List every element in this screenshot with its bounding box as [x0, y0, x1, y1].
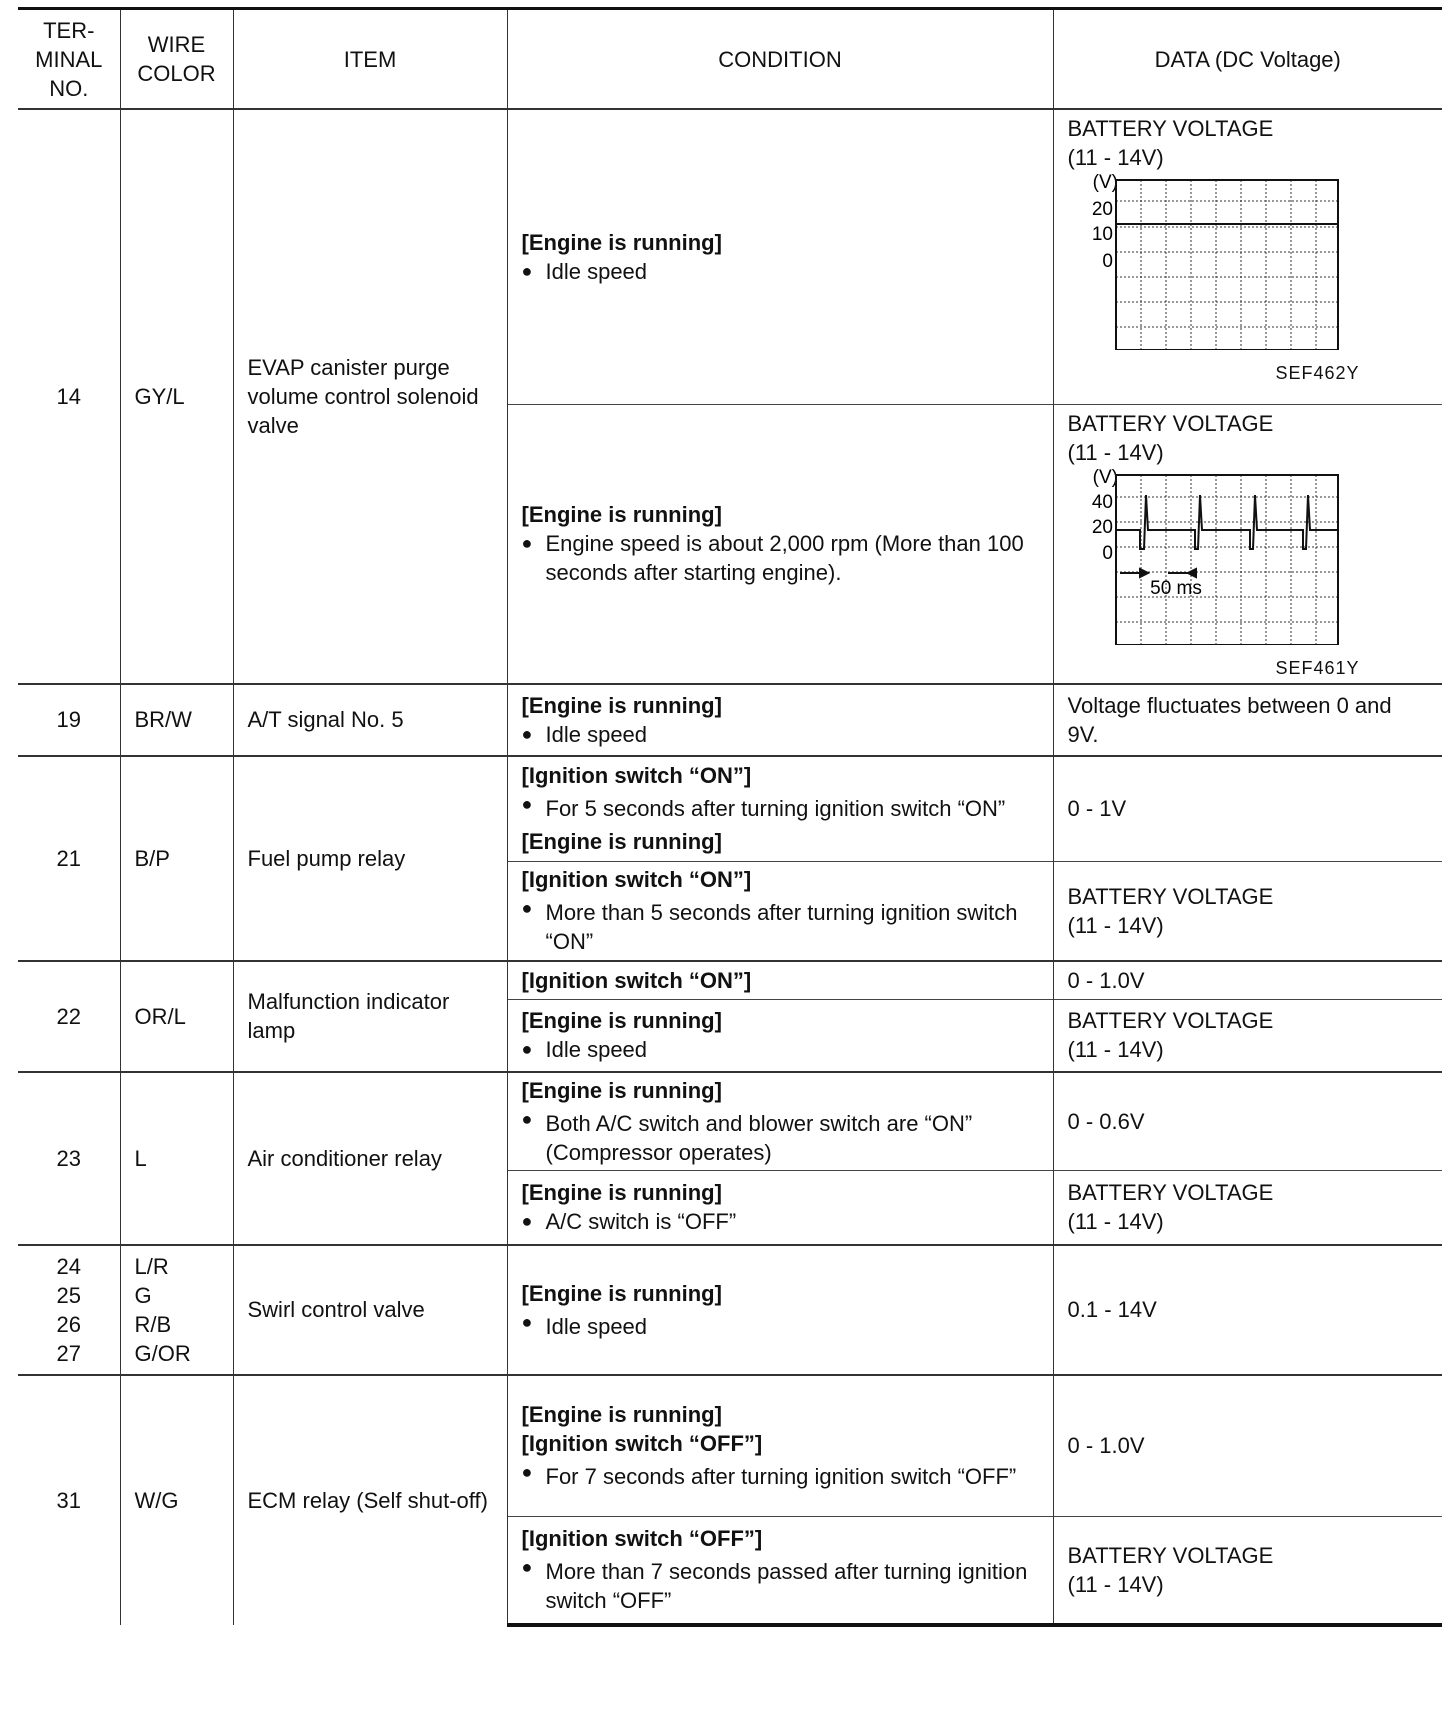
table-row-21a	[18, 756, 1442, 862]
figure-code: SEF461Y	[1275, 657, 1360, 678]
scope-tick-label: 0	[1101, 251, 1113, 272]
data-battery-voltage: BATTERY VOLTAGE	[1067, 1542, 1274, 1568]
scope-gridlines	[1116, 475, 1338, 645]
terminal-no: 14	[18, 109, 120, 684]
data-battery-voltage: BATTERY VOLTAGE	[1067, 116, 1274, 141]
scope-time-label: 50 ms	[1149, 577, 1202, 599]
condition-bullet: ● A/C switch is “OFF”	[522, 1207, 1039, 1236]
condition-title: [Ignition switch “OFF”]	[521, 1526, 763, 1552]
header-condition: CONDITION	[507, 9, 1053, 110]
wire-color: B/P	[120, 756, 233, 961]
data-cell: 0.1 - 14V	[1053, 1245, 1442, 1375]
item-name: Fuel pump relay	[233, 756, 507, 961]
scope-tick-label: 10	[1091, 224, 1113, 245]
condition-cell	[507, 404, 1053, 684]
condition-title: [Engine is running]	[521, 692, 722, 718]
condition-bullet: ● Both A/C switch and blower switch are “ON” (Compressor operates)	[522, 1105, 1039, 1167]
oscilloscope-2000rpm	[1068, 467, 1388, 683]
table-row-23a	[18, 1072, 1442, 1171]
data-battery-voltage: BATTERY VOLTAGE	[1067, 410, 1274, 436]
data-voltage-range: (11 - 14V)	[1067, 1571, 1164, 1597]
scope-gridlines	[1116, 180, 1338, 350]
ecm-terminal-table	[18, 7, 1442, 1627]
header-terminal-no: TER- MINAL NO.	[18, 9, 120, 110]
data-battery-voltage: BATTERY VOLTAGE	[1067, 1180, 1274, 1206]
data-voltage-range: (11 - 14V)	[1067, 1037, 1164, 1063]
condition-cell	[507, 756, 1053, 862]
header-row	[18, 9, 1442, 110]
item-name: Air conditioner relay	[233, 1072, 507, 1245]
data-cell: 0 - 0.6V	[1053, 1072, 1442, 1171]
data-cell	[1053, 1171, 1442, 1245]
oscilloscope-grid-2000rpm	[1068, 467, 1388, 645]
condition-cell	[507, 1072, 1053, 1171]
wire-color: BR/W	[120, 684, 233, 756]
header-item: ITEM	[233, 9, 507, 110]
condition-title: [Ignition switch “OFF”]	[521, 1431, 763, 1457]
wire-color: OR/L	[120, 961, 233, 1072]
condition-title: [Ignition switch “ON”]	[521, 967, 752, 993]
condition-bullet: ● Idle speed	[522, 257, 1039, 286]
terminal-no: 19	[18, 684, 120, 756]
condition-title: [Engine is running]	[521, 829, 722, 855]
wire-color-list: L/R G R/B G/OR	[120, 1245, 233, 1375]
condition-bullet: ● More than 5 seconds after turning ignition switch “ON”	[522, 894, 1039, 956]
scope-tick-label: 0	[1101, 542, 1113, 564]
item-name: ECM relay (Self shut-off)	[233, 1375, 507, 1625]
terminal-no: 22	[18, 961, 120, 1072]
condition-bullet: ● For 5 seconds after turning ignition switch “ON”	[522, 790, 1039, 827]
scope-unit-label: (V)	[1092, 172, 1118, 193]
wire-color: L	[120, 1072, 233, 1245]
data-battery-voltage: BATTERY VOLTAGE	[1067, 883, 1274, 909]
scope-frame	[1116, 180, 1338, 350]
condition-cell	[507, 961, 1053, 1000]
data-cell: Voltage fluctuates between 0 and 9V.	[1053, 684, 1442, 756]
condition-cell	[507, 1245, 1053, 1375]
condition-title: [Engine is running]	[521, 1402, 722, 1428]
figure-code: SEF462Y	[1275, 363, 1360, 383]
condition-title: [Engine is running]	[521, 229, 722, 255]
scope-time-marker	[1120, 569, 1196, 577]
oscilloscope-grid-idle	[1068, 172, 1388, 350]
data-cell	[1053, 109, 1442, 404]
data-cell	[1053, 1517, 1442, 1625]
condition-title: [Ignition switch “ON”]	[521, 763, 752, 789]
condition-bullet: ● Idle speed	[522, 1035, 1039, 1064]
data-cell: 0 - 1.0V	[1053, 961, 1442, 1000]
terminal-no-list: 24 25 26 27	[18, 1245, 120, 1375]
condition-bullet: ● Idle speed	[522, 1308, 1039, 1341]
data-cell: 0 - 1.0V	[1053, 1375, 1442, 1517]
data-cell: 0 - 1V	[1053, 756, 1442, 862]
table-row-19	[18, 684, 1442, 756]
terminal-no: 23	[18, 1072, 120, 1245]
header-wire-color: WIRE COLOR	[120, 9, 233, 110]
table-row-24-27	[18, 1245, 1442, 1375]
table-row-22a	[18, 961, 1442, 1000]
wire-color: GY/L	[120, 109, 233, 684]
item-name: EVAP canister purge volume control solenoid valve	[233, 109, 507, 684]
table-row-31a	[18, 1375, 1442, 1517]
data-voltage-range: (11 - 14V)	[1067, 912, 1164, 938]
scope-tick-label: 20	[1091, 516, 1113, 538]
condition-title: [Engine is running]	[521, 1008, 722, 1034]
oscilloscope-idle	[1068, 172, 1388, 388]
condition-cell	[507, 1171, 1053, 1245]
item-name: A/T signal No. 5	[233, 684, 507, 756]
header-data: DATA (DC Voltage)	[1053, 9, 1442, 110]
scope-frame	[1116, 475, 1338, 645]
condition-bullet: ● Engine speed is about 2,000 rpm (More than 100 seconds after starting engine).	[522, 529, 1039, 587]
item-name: Swirl control valve	[233, 1245, 507, 1375]
condition-cell	[507, 1375, 1053, 1517]
terminal-no: 31	[18, 1375, 120, 1625]
data-cell	[1053, 1000, 1442, 1072]
data-voltage-range: (11 - 14V)	[1067, 1209, 1164, 1235]
condition-title: [Engine is running]	[521, 1180, 722, 1206]
table-row-14a	[18, 109, 1442, 404]
scope-unit-label: (V)	[1092, 466, 1118, 488]
scope-tick-label: 20	[1091, 199, 1113, 220]
data-voltage-range: (11 - 14V)	[1067, 439, 1164, 465]
condition-cell	[507, 109, 1053, 404]
condition-cell	[507, 1517, 1053, 1625]
wire-color: W/G	[120, 1375, 233, 1625]
scope-tick-label: 40	[1091, 491, 1113, 513]
condition-title: [Ignition switch “ON”]	[521, 867, 752, 893]
condition-bullet: ● More than 7 seconds passed after turning ignition switch “OFF”	[522, 1553, 1039, 1615]
data-voltage-range: (11 - 14V)	[1067, 145, 1164, 170]
condition-title: [Engine is running]	[521, 502, 722, 527]
item-name: Malfunction indicator lamp	[233, 961, 507, 1072]
condition-bullet: ● Idle speed	[522, 720, 1039, 749]
condition-cell	[507, 862, 1053, 961]
condition-cell	[507, 684, 1053, 756]
terminal-no: 21	[18, 756, 120, 961]
data-battery-voltage: BATTERY VOLTAGE	[1067, 1008, 1274, 1034]
condition-title: [Engine is running]	[521, 1280, 722, 1306]
data-cell	[1053, 404, 1442, 684]
ecm-terminal-table-page	[18, 7, 1442, 1627]
condition-cell	[507, 1000, 1053, 1072]
condition-title: [Engine is running]	[521, 1077, 722, 1103]
condition-bullet: ● For 7 seconds after turning ignition switch “OFF”	[522, 1458, 1039, 1491]
data-cell	[1053, 862, 1442, 961]
